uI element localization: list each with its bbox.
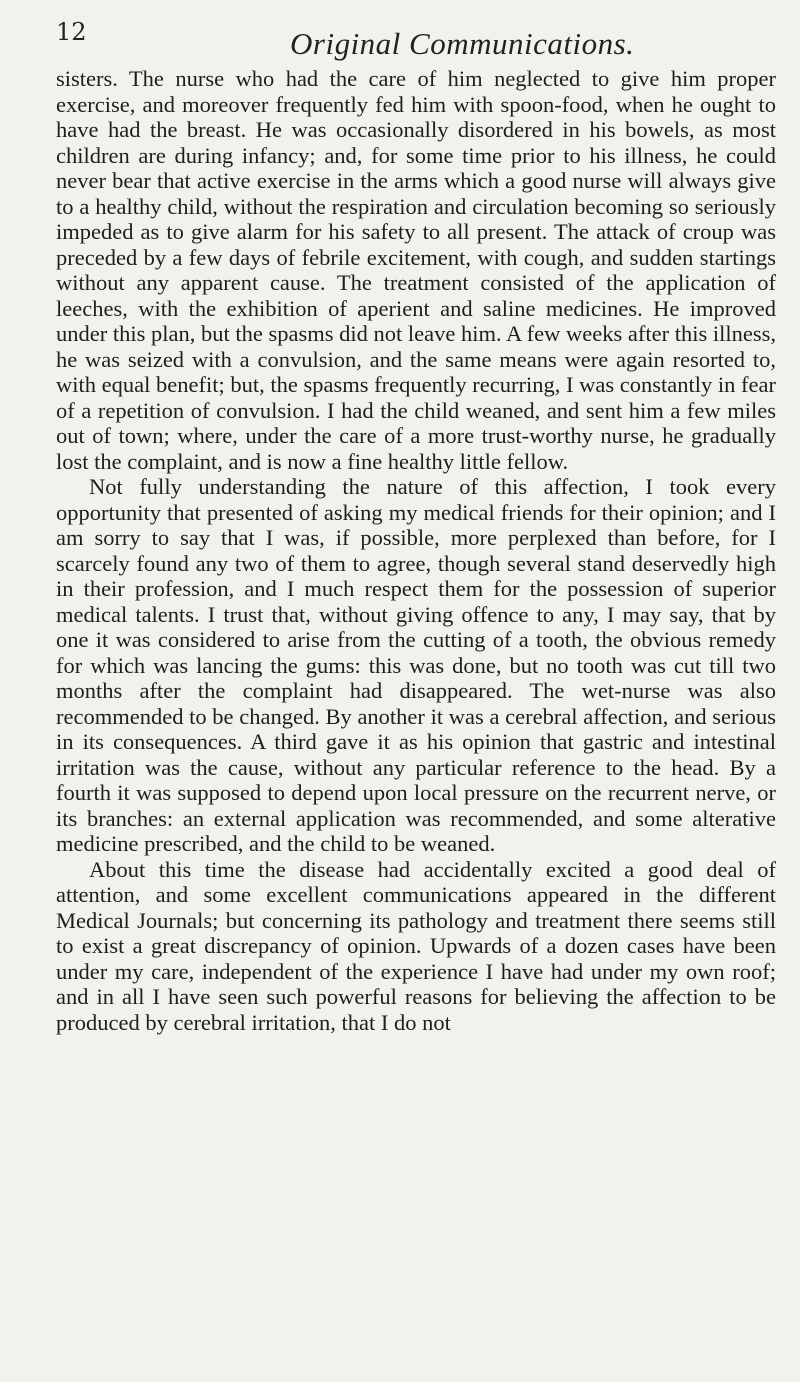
- paragraph: Not fully understanding the nature of this affection, I took every opportunity that presented of asking my medical friends for their opinion; and I am sorry to say that I was, if possible, more perplexed than before, for I scarcely found any two of them to agree, though several stand deservedly high in their profession, and I much respect them for the possession of superior medical talents. I trust that, without giving offence to any, I may say, that by one it was considered to arise from the cutting of a tooth, the obvious remedy for which was lancing the gums: this was done, but no tooth was cut till two months after the complaint had disappeared. The wet-nurse was also recommended to be changed. By another it was a cerebral affection, and serious in its consequences. A third gave it as his opinion that gastric and intestinal irritation was the cause, without any particular reference to the head. By a fourth it was supposed to depend upon local pressure on the recurrent nerve, or its branches: an external application was recommended, and some alterative medicine prescribed, and the child to be weaned.: [56, 474, 776, 856]
- paragraph: About this time the disease had accidentally excited a good deal of attention, and some excellent communications appeared in the different Medical Journals; but concerning its pathology and treatment there seems still to exist a great discrepancy of opinion. Upwards of a dozen cases have been under my care, independent of the experience I have had under my own roof; and in all I have seen such powerful reasons for believing the affection to be produced by cerebral irritation, that I do not: [56, 856, 776, 1035]
- page-header: [0, 18, 800, 61]
- page-number: 12: [56, 18, 87, 46]
- paragraph: sisters. The nurse who had the care of him neglected to give him proper exercise, and moreover frequently fed him with spoon-food, when he ought to have had the breast. He was occasionally disordered in his bowels, as most children are during infancy; and, for some time prior to his illness, he could never bear that active exercise in the arms which a good nurse will always give to a healthy child, without the respiration and circulation becoming so seriously impeded as to give alarm for his safety to all present. The attack of croup was preceded by a few days of febrile excitement, with cough, and sudden startings without any apparent cause. The treatment consisted of the application of leeches, with the exhibition of aperient and saline medicines. He improved under this plan, but the spasms did not leave him. A few weeks after this illness, he was seized with a convulsion, and the same means were again resorted to, with equal benefit; but, the spasms frequently recurring, I was constantly in fear of a repetition of convulsion. I had the child weaned, and sent him a few miles out of town; where, under the care of a more trust-worthy nurse, he gradually lost the complaint, and is now a fine healthy little fellow.: [56, 66, 776, 474]
- body-text: [56, 66, 776, 1035]
- running-head: Original Communications.: [290, 26, 635, 61]
